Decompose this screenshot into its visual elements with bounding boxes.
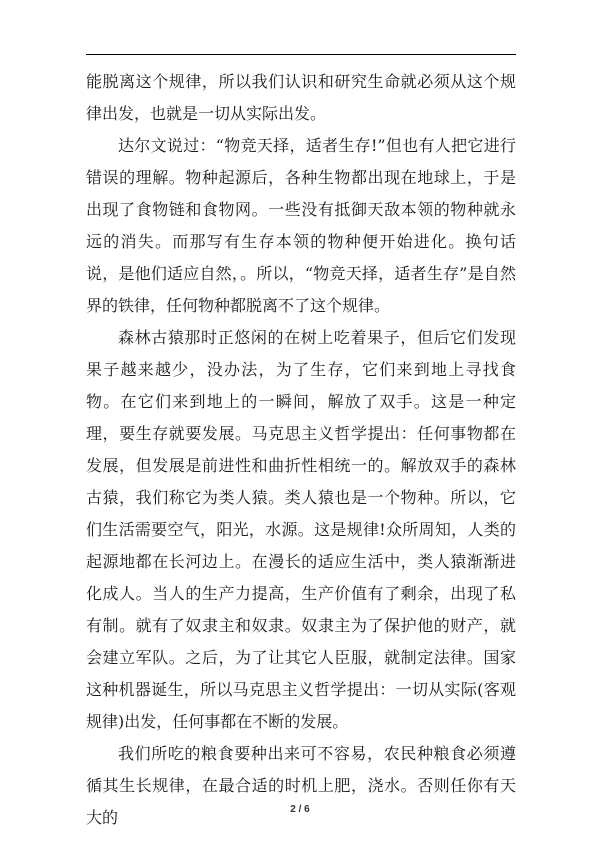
paragraph: 我们所吃的粮食要种出来可不容易，农民种粮食必须遵循其生长规律，在最合适的时机上肥，浇水。否则任你有天大的	[86, 744, 516, 827]
document-body	[86, 66, 516, 834]
page-number: 2 / 6	[290, 804, 310, 815]
paragraph: 森林古猿那时正悠闲的在树上吃着果子，但后它们发现果子越来越少，没办法，为了生存，它们来到地上寻找食物。在它们来到地上的一瞬间，解放了双手。这是一种定理，要生存就要发展。马克思主义哲学提出：任何事物都在发展，但发展是前进性和曲折性相统一的。解放双手的森林古猿，我们称它为类人猿。类人猿也是一个物种。所以，它们生活需要空气，阳光，水源。这是规律!众所周知，人类的起源地都在长河边上。在漫长的适应生活中，类人猿渐渐进化成人。当人的生产力提高，生产价值有了剩余，出现了私有制。就有了奴隶主和奴隶。奴隶主为了保护他的财产，就会建立军队。之后，为了让其它人臣服，就制定法律。国家这种机器诞生，所以马克思主义哲学提出：一切从实际(客观规律)出发，任何事都在不断的发展。	[86, 328, 516, 731]
paragraph: 达尔文说过：“物竞天择，适者生存!”但也有人把它进行错误的理解。物种起源后，各种生物都出现在地球上，于是出现了食物链和食物网。一些没有抵御天敌本领的物种就永远的消失。而那写有生存本领的物种便开始进化。换句话说，是他们适应自然，。所以，“物竞天择，适者生存”是自然界的铁律，任何物种都脱离不了这个规律。	[86, 136, 516, 315]
paragraph: 能脱离这个规律，所以我们认识和研究生命就必须从这个规律出发，也就是一切从实际出发。	[86, 72, 516, 123]
header-rule	[86, 54, 516, 55]
